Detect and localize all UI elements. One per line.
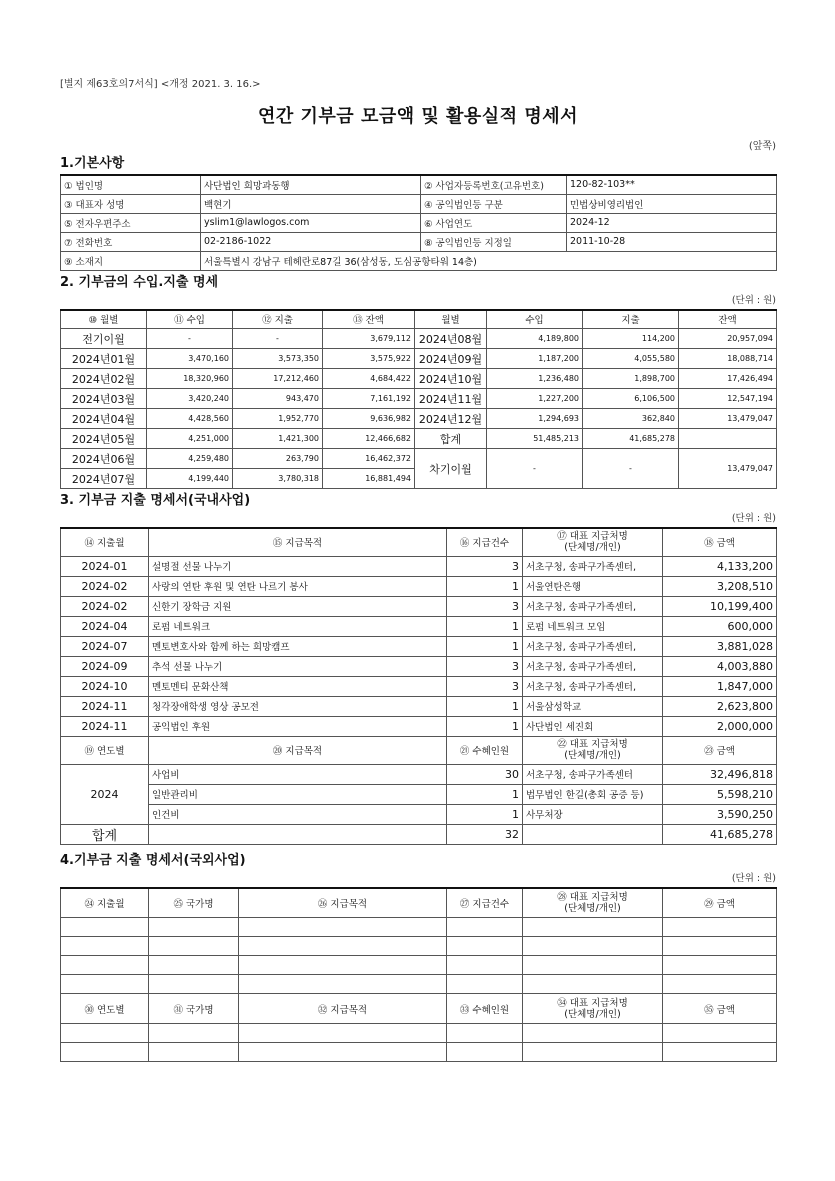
amount-cell: 13,479,047: [679, 409, 777, 429]
info-row: [61, 213, 777, 232]
empty-cell: [447, 918, 523, 937]
carry-amount: -: [487, 449, 583, 489]
info-label: ⑦ 전화번호: [61, 232, 201, 251]
amount-cell: [679, 429, 777, 449]
amount-cell: 1,294,693: [487, 409, 583, 429]
empty-cell: [61, 937, 149, 956]
amount-cell: 17,426,494: [679, 369, 777, 389]
expense-recipient: 서초구청, 송파구가족센터,: [523, 676, 663, 696]
year-recipient: 사무처장: [523, 804, 663, 824]
expense-amount: 4,133,200: [663, 556, 777, 576]
column-header: ⑮ 지급목적: [149, 528, 447, 556]
amount-cell: 3,575,922: [323, 349, 415, 369]
expense-purpose: 추석 선물 나누기: [149, 656, 447, 676]
expense-row: [61, 696, 777, 716]
expense-recipient: 서울연탄은행: [523, 576, 663, 596]
month-cell: 2024년05월: [61, 429, 147, 449]
empty-cell: [61, 1043, 149, 1062]
empty-cell: [523, 1043, 663, 1062]
expense-recipient: 로펌 네트워크 모임: [523, 616, 663, 636]
column-header: ㉜ 지급목적: [239, 994, 447, 1024]
amount-cell: 7,161,192: [323, 389, 415, 409]
empty-cell: [239, 1024, 447, 1043]
expense-purpose: 청각장애학생 영상 공모전: [149, 696, 447, 716]
amount-cell: 362,840: [583, 409, 679, 429]
expense-row: [61, 716, 777, 736]
amount-cell: 1,952,770: [233, 409, 323, 429]
expense-count: 1: [447, 696, 523, 716]
header-row: [61, 994, 777, 1024]
expense-month: 2024-11: [61, 696, 149, 716]
header-row: [61, 888, 777, 918]
column-header: ⑫ 지출: [233, 310, 323, 329]
expense-count: 1: [447, 616, 523, 636]
expense-recipient: 서울삼성학교: [523, 696, 663, 716]
data-row: [61, 429, 777, 449]
recipient-header-line2: (단체명/개인): [564, 542, 621, 554]
recipient-header: [523, 528, 663, 556]
empty-row: [61, 1024, 777, 1043]
column-header: ㉖ 지급목적: [239, 888, 447, 918]
amount-cell: -: [147, 329, 233, 349]
year-count: 1: [447, 804, 523, 824]
expense-recipient: 서초구청, 송파구가족센터,: [523, 636, 663, 656]
expense-amount: 4,003,880: [663, 656, 777, 676]
data-row: [61, 349, 777, 369]
domestic-expense-table: [60, 527, 777, 845]
amount-cell: 18,088,714: [679, 349, 777, 369]
info-label: ④ 공익법인등 구분: [421, 194, 567, 213]
expense-count: 3: [447, 596, 523, 616]
total-label: 합계: [61, 824, 149, 844]
expense-purpose: 로펌 네트워크: [149, 616, 447, 636]
year-purpose: 일반관리비: [149, 784, 447, 804]
section2-title: 2. 기부금의 수입.지출 명세: [60, 274, 219, 290]
recipient-header-line2: (단체명/개인): [564, 1008, 621, 1020]
expense-purpose: 신한기 장학금 지원: [149, 596, 447, 616]
address-row: [61, 251, 777, 270]
expense-row: [61, 616, 777, 636]
column-header: ㉑ 수혜인원: [447, 736, 523, 764]
expense-row: [61, 636, 777, 656]
amount-cell: 3,780,318: [233, 469, 323, 489]
expense-row: [61, 676, 777, 696]
data-row: [61, 369, 777, 389]
info-row: [61, 232, 777, 251]
empty-cell: [239, 937, 447, 956]
column-header: ⑳ 지급목적: [149, 736, 447, 764]
empty-cell: [447, 1024, 523, 1043]
info-label: ② 사업자등록번호(고유번호): [421, 175, 567, 194]
column-header: 잔액: [679, 310, 777, 329]
empty-cell: [523, 918, 663, 937]
column-header: ㉕ 국가명: [149, 888, 239, 918]
empty-row: [61, 956, 777, 975]
empty-cell: [523, 824, 663, 844]
column-header: ㉟ 금액: [663, 994, 777, 1024]
month-cell: 2024년07월: [61, 469, 147, 489]
section1-title: 1.기본사항: [60, 156, 125, 171]
info-value: 백현기: [201, 194, 421, 213]
empty-cell: [149, 1043, 239, 1062]
column-header: ㉓ 금액: [663, 736, 777, 764]
column-header: ⑭ 지출월: [61, 528, 149, 556]
info-value: 사단법인 희망과동행: [201, 175, 421, 194]
empty-row: [61, 975, 777, 994]
info-label: ① 법인명: [61, 175, 201, 194]
expense-recipient: 서초구청, 송파구가족센터,: [523, 556, 663, 576]
column-header: ⑬ 잔액: [323, 310, 415, 329]
expense-month: 2024-09: [61, 656, 149, 676]
expense-count: 3: [447, 676, 523, 696]
amount-cell: 20,957,094: [679, 329, 777, 349]
info-value: 02-2186-1022: [201, 232, 421, 251]
amount-cell: 1,227,200: [487, 389, 583, 409]
amount-cell: 943,470: [233, 389, 323, 409]
recipient-header-line2: (단체명/개인): [564, 750, 621, 761]
empty-cell: [663, 975, 777, 994]
expense-amount: 1,847,000: [663, 676, 777, 696]
form-number: [별지 제63호의7서식] <개정 2021. 3. 16.>: [60, 79, 261, 90]
year-recipient: 법무법인 한길(총회 공증 등): [523, 784, 663, 804]
month-cell: 2024년02월: [61, 369, 147, 389]
year-cell: 2024: [61, 764, 149, 824]
header-row: [61, 528, 777, 556]
carry-amount: -: [583, 449, 679, 489]
column-header: ⑪ 수입: [147, 310, 233, 329]
total-count: 32: [447, 824, 523, 844]
empty-cell: [61, 956, 149, 975]
column-header: 수입: [487, 310, 583, 329]
empty-cell: [149, 918, 239, 937]
column-header: ⑯ 지급건수: [447, 528, 523, 556]
empty-cell: [663, 956, 777, 975]
header-row: [61, 736, 777, 764]
amount-cell: 4,251,000: [147, 429, 233, 449]
year-row: [61, 804, 777, 824]
address-value: 서울특별시 강남구 테헤란로87길 36(삼성동, 도심공항타워 14층): [201, 251, 777, 270]
empty-cell: [61, 975, 149, 994]
empty-cell: [239, 975, 447, 994]
section4-title: 4.기부금 지출 명세서(국외사업): [60, 852, 246, 868]
info-value: 2011-10-28: [567, 232, 777, 251]
expense-row: [61, 576, 777, 596]
amount-cell: 18,320,960: [147, 369, 233, 389]
overseas-expense-table: [60, 887, 777, 1063]
month-cell: 2024년11월: [415, 389, 487, 409]
empty-cell: [149, 824, 447, 844]
empty-cell: [663, 1024, 777, 1043]
info-value: 120-82-103**: [567, 175, 777, 194]
expense-purpose: 사랑의 연탄 후원 및 연탄 나르기 봉사: [149, 576, 447, 596]
expense-purpose: 공익법인 후원: [149, 716, 447, 736]
column-header: ㉝ 수혜인원: [447, 994, 523, 1024]
amount-cell: 3,679,112: [323, 329, 415, 349]
year-row: [61, 784, 777, 804]
empty-row: [61, 1043, 777, 1062]
amount-cell: 4,189,800: [487, 329, 583, 349]
expense-purpose: 설명절 선물 나누기: [149, 556, 447, 576]
empty-cell: [663, 937, 777, 956]
info-label: ⑥ 사업연도: [421, 213, 567, 232]
empty-cell: [663, 918, 777, 937]
address-label: ⑨ 소재지: [61, 251, 201, 270]
empty-cell: [149, 1024, 239, 1043]
month-cell: 2024년06월: [61, 449, 147, 469]
expense-month: 2024-02: [61, 596, 149, 616]
year-amount: 5,598,210: [663, 784, 777, 804]
month-cell: 2024년09월: [415, 349, 487, 369]
month-cell: 2024년08월: [415, 329, 487, 349]
basic-info-table: [60, 174, 777, 271]
empty-cell: [523, 956, 663, 975]
expense-amount: 2,623,800: [663, 696, 777, 716]
recipient-header: [523, 736, 663, 764]
info-value: yslim1@lawlogos.com: [201, 213, 421, 232]
amount-cell: 16,881,494: [323, 469, 415, 489]
amount-cell: 41,685,278: [583, 429, 679, 449]
data-row: [61, 449, 777, 469]
recipient-header: [523, 994, 663, 1024]
year-count: 30: [447, 764, 523, 784]
month-cell: 2024년12월: [415, 409, 487, 429]
column-header: ㉛ 국가명: [149, 994, 239, 1024]
year-recipient: 서초구청, 송파구가족센터: [523, 764, 663, 784]
unit-label: (단위 : 원): [731, 513, 776, 524]
empty-cell: [61, 918, 149, 937]
year-count: 1: [447, 784, 523, 804]
amount-cell: 4,055,580: [583, 349, 679, 369]
year-purpose: 사업비: [149, 764, 447, 784]
side-label: (앞쪽): [748, 141, 776, 152]
unit-label: (단위 : 원): [731, 294, 776, 306]
expense-recipient: 서초구청, 송파구가족센터,: [523, 596, 663, 616]
amount-cell: 9,636,982: [323, 409, 415, 429]
year-row: [61, 764, 777, 784]
month-cell: 2024년01월: [61, 349, 147, 369]
info-row: [61, 194, 777, 213]
recipient-header: [523, 888, 663, 918]
expense-row: [61, 556, 777, 576]
recipient-header-line1: ㉞ 대표 지급처명: [557, 997, 628, 1009]
page-title: 연간 기부금 모금액 및 활용실적 명세서: [257, 106, 579, 127]
amount-cell: 1,236,480: [487, 369, 583, 389]
month-cell: 2024년10월: [415, 369, 487, 389]
expense-month: 2024-07: [61, 636, 149, 656]
column-header: ㉚ 연도별: [61, 994, 149, 1024]
column-header: ⑱ 금액: [663, 528, 777, 556]
expense-purpose: 멘토멘티 문화산책: [149, 676, 447, 696]
amount-cell: 4,684,422: [323, 369, 415, 389]
empty-cell: [239, 956, 447, 975]
column-header: ⑩ 월별: [61, 310, 147, 329]
recipient-header-line2: (단체명/개인): [564, 902, 621, 914]
empty-row: [61, 937, 777, 956]
section3-title: 3. 기부금 지출 명세서(국내사업): [60, 493, 251, 508]
expense-month: 2024-10: [61, 676, 149, 696]
header-row: [61, 310, 777, 329]
expense-recipient: 서초구청, 송파구가족센터,: [523, 656, 663, 676]
column-header: 지출: [583, 310, 679, 329]
empty-cell: [239, 918, 447, 937]
expense-amount: 10,199,400: [663, 596, 777, 616]
column-header: ㉗ 지급건수: [447, 888, 523, 918]
column-header: ㉔ 지출월: [61, 888, 149, 918]
recipient-header-line1: ⑰ 대표 지급처명: [557, 531, 628, 543]
data-row: [61, 389, 777, 409]
expense-row: [61, 596, 777, 616]
year-amount: 32,496,818: [663, 764, 777, 784]
amount-cell: 1,421,300: [233, 429, 323, 449]
empty-cell: [149, 937, 239, 956]
expense-recipient: 사단법인 세진회: [523, 716, 663, 736]
amount-cell: 3,470,160: [147, 349, 233, 369]
amount-cell: 3,573,350: [233, 349, 323, 369]
expense-count: 1: [447, 636, 523, 656]
column-header: ㉙ 금액: [663, 888, 777, 918]
empty-cell: [61, 1024, 149, 1043]
empty-cell: [149, 956, 239, 975]
empty-cell: [523, 1024, 663, 1043]
total-amount: 41,685,278: [663, 824, 777, 844]
empty-cell: [239, 1043, 447, 1062]
amount-cell: 1,187,200: [487, 349, 583, 369]
expense-month: 2024-02: [61, 576, 149, 596]
expense-month: 2024-01: [61, 556, 149, 576]
month-cell: 2024년03월: [61, 389, 147, 409]
year-purpose: 인건비: [149, 804, 447, 824]
empty-cell: [663, 1043, 777, 1062]
expense-amount: 3,208,510: [663, 576, 777, 596]
month-cell: 전기이월: [61, 329, 147, 349]
empty-row: [61, 918, 777, 937]
amount-cell: 12,547,194: [679, 389, 777, 409]
info-row: [61, 175, 777, 194]
column-header: ⑲ 연도별: [61, 736, 149, 764]
amount-cell: -: [233, 329, 323, 349]
expense-count: 3: [447, 656, 523, 676]
expense-count: 3: [447, 556, 523, 576]
recipient-header-line1: ㉒ 대표 지급처명: [557, 739, 628, 750]
amount-cell: 51,485,213: [487, 429, 583, 449]
empty-cell: [523, 937, 663, 956]
amount-cell: 4,199,440: [147, 469, 233, 489]
column-header: 월별: [415, 310, 487, 329]
amount-cell: 263,790: [233, 449, 323, 469]
info-value: 2024-12: [567, 213, 777, 232]
data-row: [61, 409, 777, 429]
amount-cell: 4,259,480: [147, 449, 233, 469]
expense-amount: 2,000,000: [663, 716, 777, 736]
expense-count: 1: [447, 576, 523, 596]
unit-label: (단위 : 원): [731, 872, 776, 884]
month-cell: 합계: [415, 429, 487, 449]
info-label: ⑤ 전자우편주소: [61, 213, 201, 232]
expense-purpose: 멘토변호사와 함께 하는 희망캠프: [149, 636, 447, 656]
info-label: ⑧ 공익법인등 지정일: [421, 232, 567, 251]
expense-amount: 3,881,028: [663, 636, 777, 656]
amount-cell: 1,898,700: [583, 369, 679, 389]
amount-cell: 6,106,500: [583, 389, 679, 409]
recipient-header-line1: ㉘ 대표 지급처명: [557, 891, 628, 903]
amount-cell: 12,466,682: [323, 429, 415, 449]
month-cell: 2024년04월: [61, 409, 147, 429]
empty-cell: [447, 975, 523, 994]
empty-cell: [447, 1043, 523, 1062]
document-page: [60, 78, 776, 1062]
expense-month: 2024-04: [61, 616, 149, 636]
amount-cell: 4,428,560: [147, 409, 233, 429]
info-label: ③ 대표자 성명: [61, 194, 201, 213]
expense-amount: 600,000: [663, 616, 777, 636]
empty-cell: [149, 975, 239, 994]
info-value: 민법상비영리법인: [567, 194, 777, 213]
income-expense-table: [60, 309, 777, 490]
carry-amount: 13,479,047: [679, 449, 777, 489]
carry-label: 차기이월: [415, 449, 487, 489]
amount-cell: 3,420,240: [147, 389, 233, 409]
expense-count: 1: [447, 716, 523, 736]
data-row: [61, 329, 777, 349]
empty-cell: [523, 975, 663, 994]
empty-cell: [447, 937, 523, 956]
year-amount: 3,590,250: [663, 804, 777, 824]
empty-cell: [447, 956, 523, 975]
total-row: [61, 824, 777, 844]
amount-cell: 114,200: [583, 329, 679, 349]
expense-row: [61, 656, 777, 676]
amount-cell: 17,212,460: [233, 369, 323, 389]
expense-month: 2024-11: [61, 716, 149, 736]
amount-cell: 16,462,372: [323, 449, 415, 469]
